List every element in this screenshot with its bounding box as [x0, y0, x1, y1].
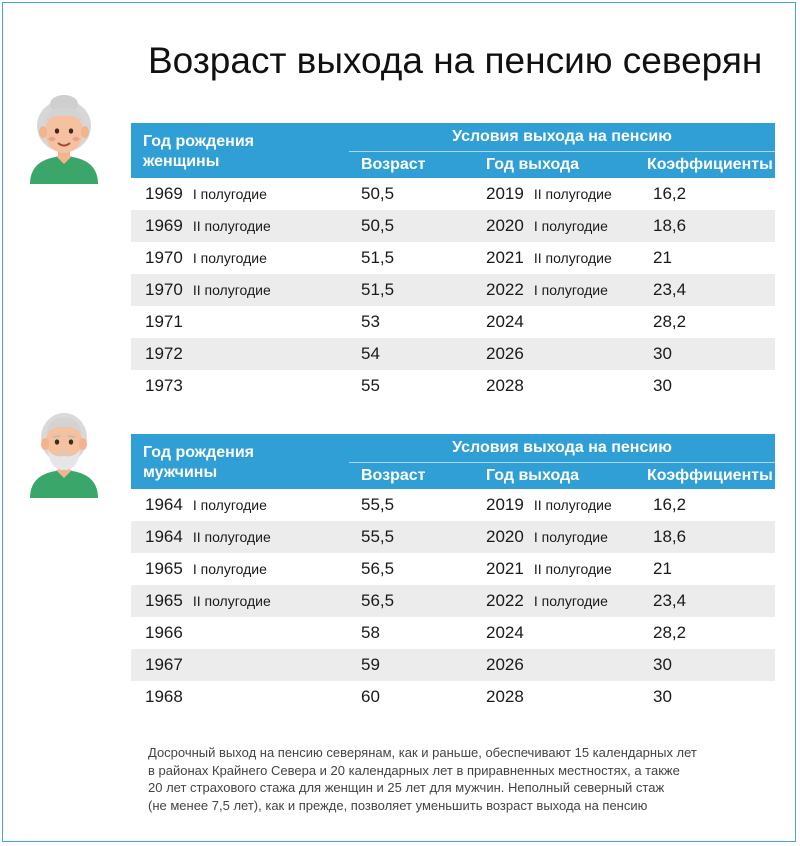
retirement-year: 2026	[486, 655, 524, 674]
coefficient-cell: 16,2	[653, 495, 687, 514]
table-row	[131, 585, 775, 617]
age-cell: 60	[361, 687, 380, 706]
birth-year-header: Год рождения мужчины	[131, 434, 349, 489]
age-column-header: Возраст	[349, 152, 474, 179]
footnote-line: 20 лет страхового стажа для женщин и 25 лет для мужчин. Неполный северный стаж	[148, 780, 665, 795]
birth-year: 1972	[145, 344, 183, 363]
retirement-year: 2019	[486, 184, 524, 203]
year-column-header: Год выхода	[474, 463, 639, 490]
retirement-year-cell	[474, 306, 639, 338]
age-cell: 59	[349, 649, 474, 681]
age-cell: 56,5	[361, 559, 395, 578]
coefficient-cell: 23,4	[639, 274, 775, 306]
footnote-line: Досрочный выход на пенсию северянам, как и раньше, обеспечивают 15 календарных лет	[148, 745, 697, 760]
age-cell: 55,5	[349, 521, 474, 553]
retirement-year-cell	[474, 681, 639, 713]
footnote-line: в районах Крайнего Севера и 20 календарных лет в приравненных местностях, а также	[148, 762, 680, 778]
birth-half-year: I полугодие	[192, 250, 267, 266]
elderly-woman-icon	[26, 84, 102, 184]
table-row	[131, 370, 775, 402]
birth-cell	[131, 306, 349, 338]
birth-year: 1970	[145, 248, 183, 267]
birth-year: 1969	[145, 184, 183, 203]
birth-half-year: I полугодие	[192, 561, 267, 577]
retirement-year-cell	[474, 649, 639, 681]
coefficient-column-header: Коэффициенты	[639, 152, 775, 179]
women-table-body	[131, 178, 775, 402]
birth-year: 1965	[145, 559, 183, 578]
retirement-year-cell	[474, 242, 639, 274]
birth-year: 1968	[145, 687, 183, 706]
birth-year: 1973	[145, 376, 183, 395]
coefficient-cell: 16,2	[653, 184, 687, 203]
birth-half-year: II полугодие	[192, 593, 271, 609]
coefficient-cell: 21	[653, 248, 672, 267]
birth-half-year: II полугодие	[192, 282, 271, 298]
birth-cell	[131, 210, 349, 242]
coefficient-cell: 21	[653, 559, 672, 578]
retirement-year-cell	[474, 210, 639, 242]
age-cell: 55,5	[361, 495, 395, 514]
elderly-man-icon	[26, 398, 102, 498]
coefficient-cell: 18,6	[639, 210, 775, 242]
table-row	[131, 553, 775, 585]
table-row	[131, 274, 775, 306]
birth-year: 1964	[145, 527, 183, 546]
retirement-year-cell	[474, 370, 639, 402]
men-pension-table	[131, 434, 775, 713]
retirement-year-cell	[474, 338, 639, 370]
age-cell: 51,5	[361, 248, 395, 267]
year-column-header: Год выхода	[474, 152, 639, 179]
retirement-half-year: I полугодие	[533, 218, 608, 234]
coefficient-cell: 30	[639, 649, 775, 681]
retirement-year: 2019	[486, 495, 524, 514]
retirement-year: 2020	[486, 216, 524, 235]
birth-cell	[131, 370, 349, 402]
birth-cell	[131, 274, 349, 306]
birth-cell	[131, 178, 349, 210]
table-row	[131, 242, 775, 274]
retirement-year-cell	[474, 274, 639, 306]
birth-half-year: II полугодие	[192, 218, 271, 234]
birth-year: 1965	[145, 591, 183, 610]
retirement-year-cell	[474, 521, 639, 553]
birth-year: 1964	[145, 495, 183, 514]
conditions-header: Условия выхода на пенсию	[349, 123, 775, 152]
coefficient-cell: 23,4	[639, 585, 775, 617]
retirement-half-year: I полугодие	[533, 282, 608, 298]
men-table-body	[131, 489, 775, 713]
retirement-year-cell	[474, 178, 639, 210]
table-row	[131, 649, 775, 681]
birth-cell	[131, 521, 349, 553]
age-cell: 56,5	[349, 585, 474, 617]
retirement-year: 2021	[486, 559, 524, 578]
age-cell: 50,5	[349, 210, 474, 242]
retirement-half-year: II полугодие	[533, 186, 612, 202]
table-row	[131, 306, 775, 338]
age-cell: 55	[361, 376, 380, 395]
age-cell: 58	[361, 623, 380, 642]
retirement-year: 2024	[486, 312, 524, 331]
retirement-year: 2022	[486, 591, 524, 610]
coefficient-cell: 28,2	[653, 623, 687, 642]
coefficient-cell: 30	[639, 338, 775, 370]
retirement-year: 2028	[486, 687, 524, 706]
retirement-year: 2028	[486, 376, 524, 395]
retirement-year: 2020	[486, 527, 524, 546]
retirement-half-year: II полугодие	[533, 497, 612, 513]
coefficient-column-header: Коэффициенты	[639, 463, 775, 490]
retirement-year-cell	[474, 553, 639, 585]
retirement-half-year: I полугодие	[533, 593, 608, 609]
table-row	[131, 617, 775, 649]
birth-year-header: Год рождения женщины	[131, 123, 349, 178]
age-cell: 50,5	[361, 184, 395, 203]
birth-cell	[131, 338, 349, 370]
coefficient-cell: 28,2	[653, 312, 687, 331]
birth-cell	[131, 649, 349, 681]
retirement-year: 2026	[486, 344, 524, 363]
birth-year: 1966	[145, 623, 183, 642]
table-row	[131, 210, 775, 242]
table-row	[131, 178, 775, 210]
footnote	[148, 744, 768, 814]
birth-cell	[131, 242, 349, 274]
footnote-line: (не менее 7,5 лет), как и прежде, позволяет уменьшить возраст выхода на пенсию	[148, 797, 648, 813]
conditions-header: Условия выхода на пенсию	[349, 434, 775, 463]
retirement-year: 2021	[486, 248, 524, 267]
coefficient-cell: 18,6	[639, 521, 775, 553]
retirement-year-cell	[474, 617, 639, 649]
birth-year: 1969	[145, 216, 183, 235]
age-column-header: Возраст	[349, 463, 474, 490]
table-row	[131, 681, 775, 713]
table-row	[131, 489, 775, 521]
retirement-year: 2024	[486, 623, 524, 642]
page-title: Возраст выхода на пенсию северян	[148, 40, 763, 81]
table-row	[131, 338, 775, 370]
retirement-half-year: II полугодие	[533, 561, 612, 577]
table-row	[131, 521, 775, 553]
birth-half-year: II полугодие	[192, 529, 271, 545]
birth-cell	[131, 553, 349, 585]
birth-cell	[131, 585, 349, 617]
retirement-half-year: I полугодие	[533, 529, 608, 545]
birth-half-year: I полугодие	[192, 186, 267, 202]
age-cell: 54	[349, 338, 474, 370]
women-pension-table	[131, 123, 775, 402]
age-cell: 53	[361, 312, 380, 331]
retirement-half-year: II полугодие	[533, 250, 612, 266]
birth-half-year: I полугодие	[192, 497, 267, 513]
birth-year: 1967	[145, 655, 183, 674]
birth-cell	[131, 617, 349, 649]
retirement-year: 2022	[486, 280, 524, 299]
coefficient-cell: 30	[653, 376, 672, 395]
birth-cell	[131, 489, 349, 521]
birth-cell	[131, 681, 349, 713]
birth-year: 1970	[145, 280, 183, 299]
coefficient-cell: 30	[653, 687, 672, 706]
age-cell: 51,5	[349, 274, 474, 306]
retirement-year-cell	[474, 489, 639, 521]
retirement-year-cell	[474, 585, 639, 617]
birth-year: 1971	[145, 312, 183, 331]
